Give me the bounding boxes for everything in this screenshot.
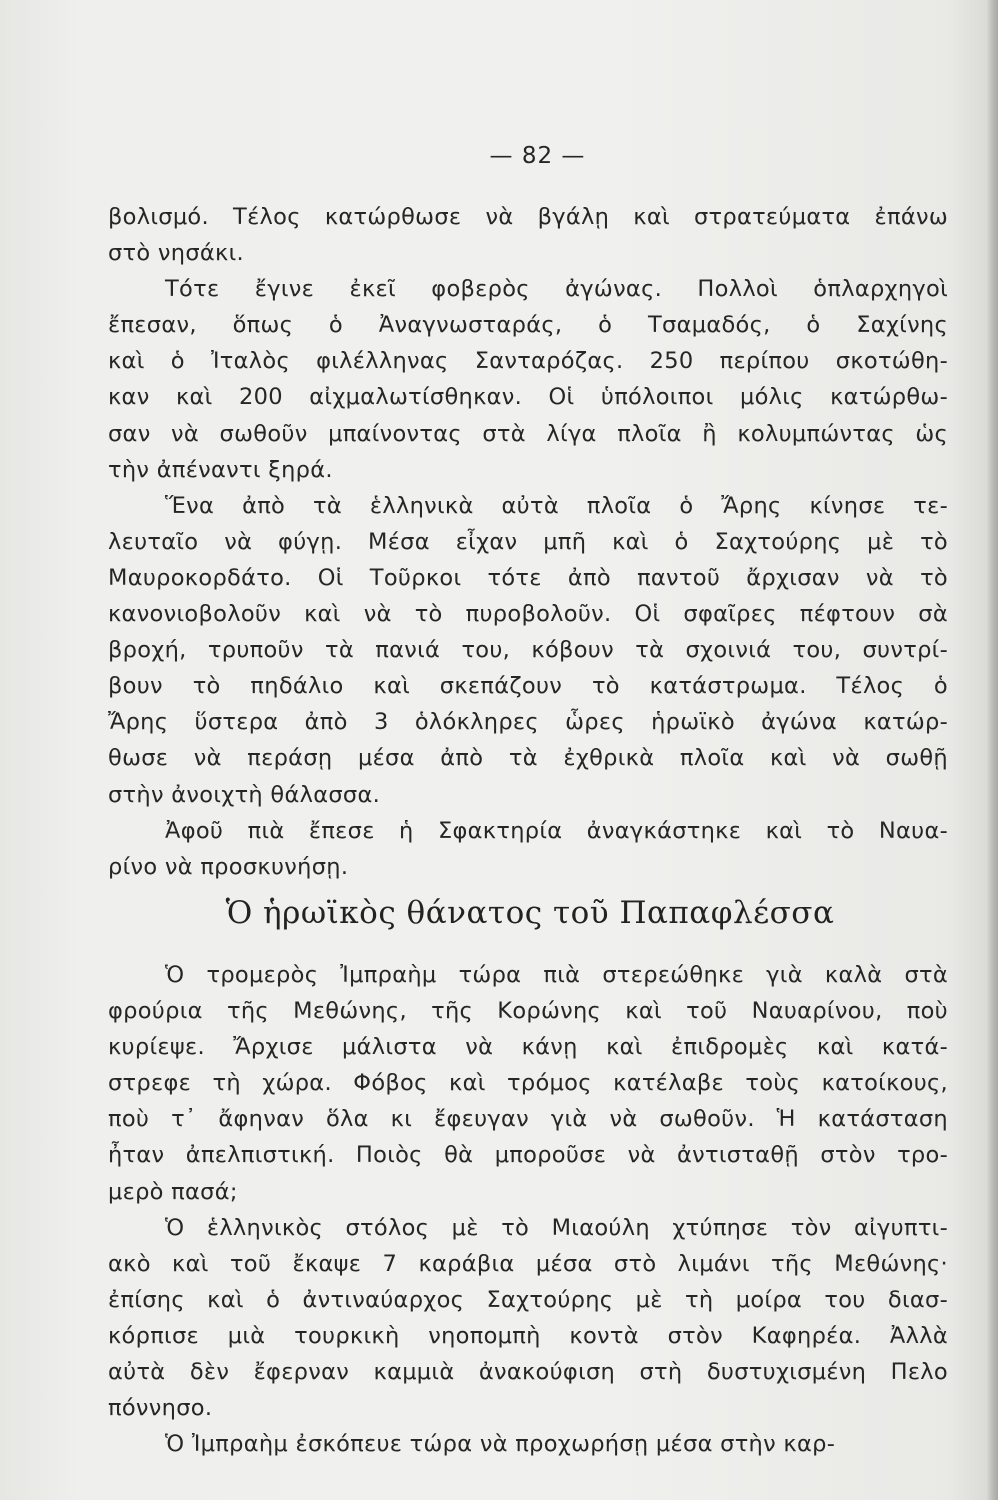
paragraph <box>108 488 948 813</box>
text-line: κόρπισε μιὰ τουρκικὴ νηοπομπὴ κοντὰ στὸν Καφηρέα. Ἀλλὰ <box>108 1322 948 1349</box>
text-line: Τότε ἔγινε ἐκεῖ φοβερὸς ἀγώνας. Πολλοὶ ὁπλαρχηγοὶ <box>165 276 948 303</box>
text-line: βουν τὸ πηδάλιο καὶ σκεπάζουν τὸ κατάστρωμα. Τέλος ὁ <box>108 673 948 700</box>
text-line: φρούρια τῆς Μεθώνης, τῆς Κορώνης καὶ τοῦ Ναυαρίνου, ποὺ <box>108 998 948 1025</box>
text-line: καὶ ὁ Ἰταλὸς φιλέλληνας Σανταρόζας. 250 περίπου σκοτώθη- <box>108 348 948 375</box>
text-line: τὴν ἀπέναντι ξηρά. <box>108 456 333 483</box>
text-line: κυρίεψε. Ἄρχισε μάλιστα νὰ κάνῃ καὶ ἐπιδρομὲς καὶ κατά- <box>108 1034 948 1061</box>
paragraph <box>108 1426 948 1462</box>
paragraph <box>108 1210 948 1427</box>
text-line: Ὁ ἑλληνικὸς στόλος μὲ τὸ Μιαούλη χτύπησε τὸν αἰγυπτι- <box>165 1214 948 1241</box>
text-line: πόννησο. <box>108 1395 213 1422</box>
text-line: βροχή, τρυποῦν τὰ πανιά του, κόβουν τὰ σχοινιά του, συντρί- <box>108 637 948 664</box>
section-heading: Ὁ ἡρωϊκὸς θάνατος τοῦ Παπαφλέσσα <box>225 895 835 931</box>
text-line: λευταῖο νὰ φύγῃ. Μέσα εἶχαν μπῆ καὶ ὁ Σαχτούρης μὲ τὸ <box>108 528 948 555</box>
page-number: — 82 — <box>489 143 586 169</box>
book-spine-edge <box>986 0 998 1500</box>
text-line: στρεφε τὴ χώρα. Φόβος καὶ τρόμος κατέλαβε τοὺς κατοίκους, <box>108 1070 948 1097</box>
text-line: στὴν ἀνοιχτὴ θάλασσα. <box>108 781 381 808</box>
text-line: ρίνο νὰ προσκυνήσῃ. <box>108 853 349 880</box>
text-line: καν καὶ 200 αἰχμαλωτίσθηκαν. Οἱ ὑπόλοιποι μόλις κατώρθω- <box>108 384 948 411</box>
text-line: κανονιοβολοῦν καὶ νὰ τὸ πυροβολοῦν. Οἱ σφαῖρες πέφτουν σὰ <box>108 601 948 628</box>
text-line: στὸ νησάκι. <box>108 240 244 267</box>
text-block-bottom <box>108 957 948 1462</box>
text-block-top <box>108 199 948 885</box>
text-line: ακὸ καὶ τοῦ ἔκαψε 7 καράβια μέσα στὸ λιμάνι τῆς Μεθώνης· <box>108 1250 948 1277</box>
text-line: Ἕνα ἀπὸ τὰ ἑλληνικὰ αὐτὰ πλοῖα ὁ Ἄρης κίνησε τε- <box>165 492 948 519</box>
text-line: θωσε νὰ περάσῃ μέσα ἀπὸ τὰ ἐχθρικὰ πλοῖα καὶ νὰ σωθῇ <box>108 745 948 772</box>
text-line: ἔπεσαν, ὅπως ὁ Ἀναγνωσταράς, ὁ Τσαμαδός, ὁ Σαχίνης <box>108 312 948 339</box>
paragraph <box>108 271 948 488</box>
text-line: αὐτὰ δὲν ἔφερναν καμμιὰ ἀνακούφιση στὴ δυστυχισμένη Πελο <box>108 1359 948 1386</box>
text-line: ποὺ τ᾽ ἄφηναν ὅλα κι ἔφευγαν γιὰ νὰ σωθοῦν. Ἡ κατάσταση <box>108 1106 948 1133</box>
text-line: μερὸ πασά; <box>108 1178 238 1205</box>
paragraph <box>108 957 948 1210</box>
text-line: σαν νὰ σωθοῦν μπαίνοντας στὰ λίγα πλοῖα ἢ κολυμπώντας ὡς <box>108 420 948 447</box>
paragraph <box>108 813 948 885</box>
text-line: Ὁ Ἰμπραὴμ ἐσκόπευε τώρα νὰ προχωρήσῃ μέσα στὴν καρ- <box>165 1431 836 1458</box>
text-line: Μαυροκορδάτο. Οἱ Τοῦρκοι τότε ἀπὸ παντοῦ ἄρχισαν νὰ τὸ <box>108 564 948 591</box>
text-line: Ἄρης ὕστερα ἀπὸ 3 ὁλόκληρες ὧρες ἡρωϊκὸ ἀγώνα κατώρ- <box>108 709 948 736</box>
text-line: ἦταν ἀπελπιστική. Ποιὸς θὰ μποροῦσε νὰ ἀντισταθῇ στὸν τρο- <box>108 1142 948 1169</box>
paragraph <box>108 199 948 271</box>
text-line: βολισμό. Τέλος κατώρθωσε νὰ βγάλῃ καὶ στρατεύματα ἐπάνω <box>108 204 948 230</box>
text-line: Ἀφοῦ πιὰ ἔπεσε ἡ Σφακτηρία ἀναγκάστηκε καὶ τὸ Ναυα- <box>165 817 948 844</box>
text-line: Ὁ τρομερὸς Ἰμπραὴμ τώρα πιὰ στερεώθηκε γιὰ καλὰ στὰ <box>165 962 948 988</box>
text-line: ἐπίσης καὶ ὁ ἀντιναύαρχος Σαχτούρης μὲ τὴ μοίρα του διασ- <box>108 1286 948 1313</box>
